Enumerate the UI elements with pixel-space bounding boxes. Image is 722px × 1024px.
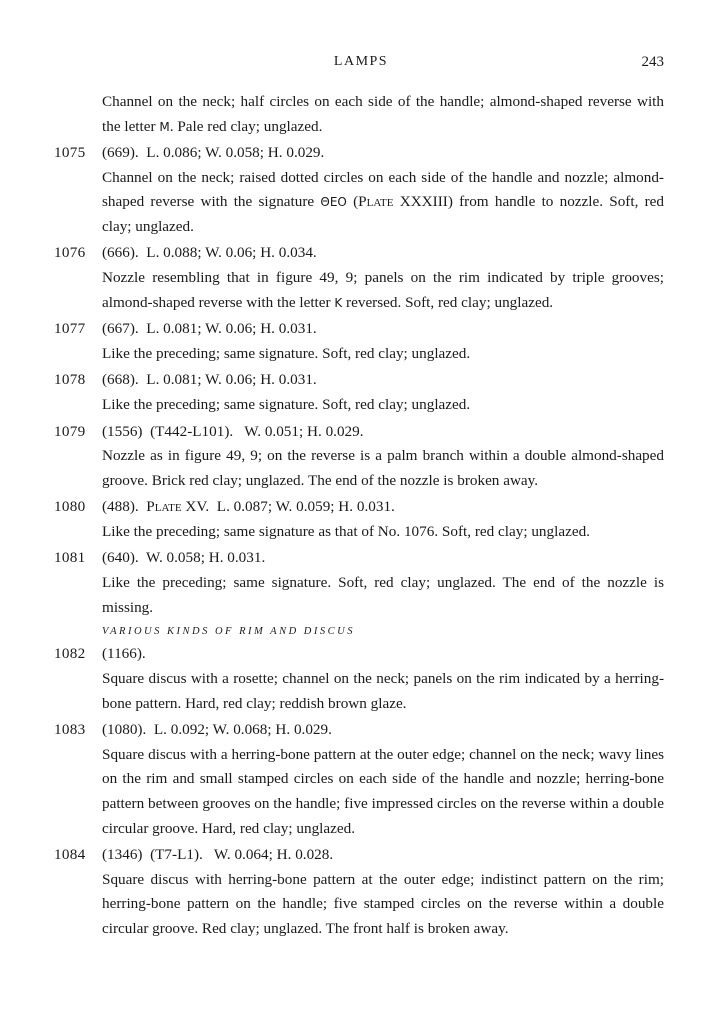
entry-signature-letter: K bbox=[334, 295, 343, 310]
entry-meta-part: (488). bbox=[102, 498, 147, 516]
catalogue-entry-1082 bbox=[54, 642, 664, 716]
entry-description bbox=[102, 166, 664, 240]
entry-measurements: (1346) (T7-L1). W. 0.064; H. 0.028. bbox=[102, 846, 334, 864]
intro-text-after: . Pale red clay; unglazed. bbox=[169, 117, 323, 135]
entry-number: 1082 bbox=[54, 645, 86, 663]
entry-number: 1081 bbox=[54, 549, 86, 567]
entry-meta-part: L. 0.087; W. 0.059; H. 0.031. bbox=[209, 498, 395, 516]
entry-description-part: ) from handle to nozzle. Soft, red clay; unglazed. bbox=[102, 193, 664, 235]
plate-reference: Plate XXXIII bbox=[358, 193, 448, 211]
catalogue-entry-1083 bbox=[54, 718, 664, 841]
entry-measurements: (640). W. 0.058; H. 0.031. bbox=[102, 549, 266, 567]
catalogue-entry-1084 bbox=[54, 843, 664, 942]
entry-number: 1083 bbox=[54, 721, 86, 739]
running-title: LAMPS bbox=[333, 54, 389, 69]
entry-description-part: Channel on the neck; raised dotted circles on each side of the handle and nozzle; almond-shaped reverse with the signature bbox=[102, 168, 664, 211]
entry-description-part: ( bbox=[346, 193, 359, 211]
entry-number: 1078 bbox=[54, 371, 86, 389]
entry-measurements: (666). L. 0.088; W. 0.06; H. 0.034. bbox=[102, 244, 317, 262]
entry-measurements: (668). L. 0.081; W. 0.06; H. 0.031. bbox=[102, 371, 317, 389]
page-number: 243 bbox=[641, 54, 664, 70]
entry-description: Square discus with a rosette; channel on the neck; panels on the rim indicated by a herring-bone pattern. Hard, red clay; reddish brown glaze. bbox=[102, 670, 664, 712]
entry-number: 1080 bbox=[54, 498, 86, 516]
plate-reference: Plate XV. bbox=[146, 498, 210, 516]
entry-number: 1079 bbox=[54, 422, 86, 440]
entry-number: 1075 bbox=[54, 143, 86, 161]
entry-measurements: (667). L. 0.081; W. 0.06; H. 0.031. bbox=[102, 320, 317, 338]
entry-description: Like the preceding; same signature. Soft, red clay; unglazed. bbox=[102, 344, 471, 362]
entry-measurements: (1166). bbox=[102, 645, 146, 663]
intro-signature-letter: M bbox=[159, 119, 170, 134]
entry-signature: ΘΕΟ bbox=[320, 195, 347, 210]
entry-description: Like the preceding; same signature. Soft, red clay; unglazed. The end of the nozzle is missing. bbox=[102, 574, 664, 616]
catalogue-entry-1079 bbox=[54, 419, 664, 493]
entry-description: Like the preceding; same signature as that of No. 1076. Soft, red clay; unglazed. bbox=[102, 523, 590, 541]
catalogue-entry-1076 bbox=[54, 241, 664, 315]
entry-number: 1084 bbox=[54, 846, 86, 864]
entry-number: 1077 bbox=[54, 320, 86, 338]
catalogue-entry-1078 bbox=[54, 368, 664, 418]
continued-entry-description bbox=[102, 90, 664, 139]
entry-measurements: (1080). L. 0.092; W. 0.068; H. 0.029. bbox=[102, 721, 332, 739]
entry-description-part: reversed. Soft, red clay; unglazed. bbox=[342, 293, 554, 311]
catalogue-entry-1081 bbox=[54, 546, 664, 620]
entry-measurements bbox=[102, 495, 664, 520]
section-heading: VARIOUS KINDS OF RIM AND DISCUS bbox=[102, 626, 355, 638]
entry-description-part: Nozzle resembling that in figure 49, 9; panels on the rim indicated by triple grooves; almond-shaped reverse with the letter bbox=[102, 269, 664, 311]
page-header bbox=[0, 54, 722, 74]
catalogue-entry-1077 bbox=[54, 317, 664, 367]
entry-measurements: (1556) (T442-L101). W. 0.051; H. 0.029. bbox=[102, 422, 364, 440]
entry-description: Nozzle as in figure 49, 9; on the reverse is a palm branch within a double almond-shaped groove. Brick red clay; unglazed. The end of the nozzle is broken away. bbox=[102, 447, 664, 489]
catalogue-text bbox=[54, 90, 664, 943]
entry-description: Like the preceding; same signature. Soft, red clay; unglazed. bbox=[102, 396, 471, 414]
entry-measurements: (669). L. 0.086; W. 0.058; H. 0.029. bbox=[102, 143, 325, 161]
entry-number: 1076 bbox=[54, 244, 86, 262]
entry-description: Square discus with a herring-bone pattern at the outer edge; channel on the neck; wavy lines on the rim and small stamped circles on each side of the handle and nozzle; herring-bone pattern between grooves on the handle; five impressed circles on the reverse within a double circular groove. Hard, red clay; unglazed. bbox=[102, 745, 664, 837]
entry-description: Square discus with herring-bone pattern at the outer edge; indistinct pattern on the rim; herring-bone pattern on the handle; five stamped circles on the reverse within a double circular groove. Red clay; unglazed. The front half is broken away. bbox=[102, 870, 664, 937]
intro-text-before: Channel on the neck; half circles on each side of the handle; almond-shaped reverse with the letter bbox=[102, 93, 664, 135]
catalogue-entry-1075 bbox=[54, 141, 664, 240]
catalogue-entry-1080 bbox=[54, 495, 664, 545]
entry-description bbox=[102, 266, 664, 315]
